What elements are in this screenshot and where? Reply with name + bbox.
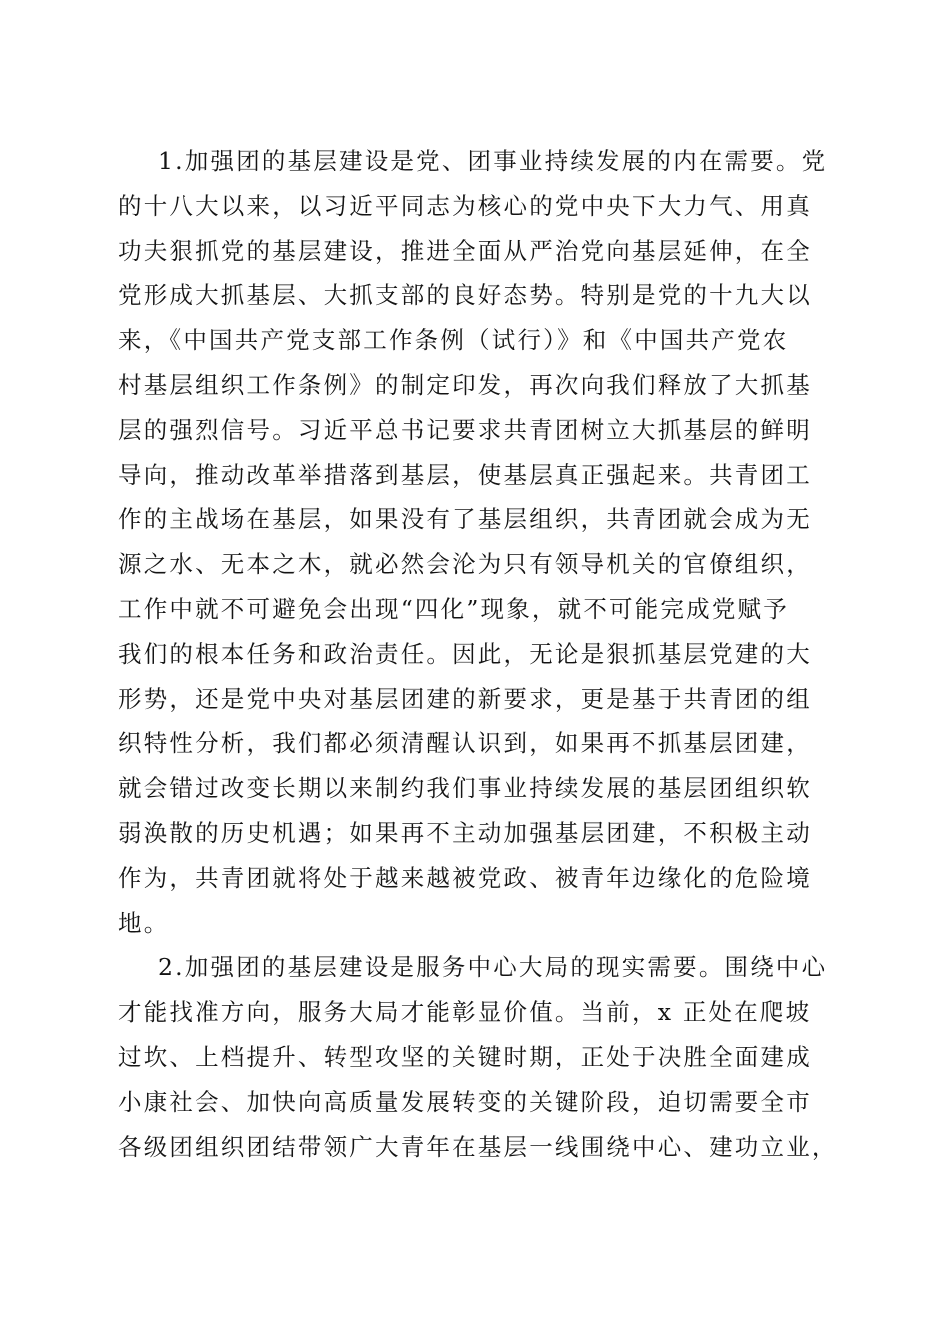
paragraph-1-line-1: 1.加强团的基层建设是党、团事业持续发展的内在需要。党 bbox=[158, 147, 828, 175]
paragraph-1-line-17: 作为，共青团就将处于越来越被党政、被青年边缘化的危险境 bbox=[118, 863, 812, 892]
paragraph-1-line-2: 的十八大以来，以习近平同志为核心的党中央下大力气、用真 bbox=[118, 191, 812, 220]
paragraph-1-line-16: 弱涣散的历史机遇；如果再不主动加强基层团建，不积极主动 bbox=[118, 818, 812, 847]
paragraph-1-line-8: 导向，推动改革举措落到基层，使基层真正强起来。共青团工 bbox=[118, 460, 812, 489]
paragraph-2-line-5: 各级团组织团结带领广大青年在基层一线围绕中心、建功立业， bbox=[118, 1132, 838, 1161]
document-body bbox=[118, 139, 838, 1169]
paragraph-2-line-4: 小康社会、加快向高质量发展转变的关键阶段，迫切需要全市 bbox=[118, 1087, 812, 1116]
paragraph-1-line-6: 村基层组织工作条例》的制定印发，再次向我们释放了大抓基 bbox=[118, 370, 812, 399]
paragraph-1-line-14: 织特性分析，我们都必须清醒认识到，如果再不抓基层团建， bbox=[118, 729, 812, 758]
paragraph-1-line-10: 源之水、无本之木，就必然会沦为只有领导机关的官僚组织， bbox=[118, 550, 812, 579]
paragraph-1-line-3: 功夫狠抓党的基层建设，推进全面从严治党向基层延伸，在全 bbox=[118, 236, 812, 265]
paragraph-1-line-9: 作的主战场在基层，如果没有了基层组织，共青团就会成为无 bbox=[118, 505, 812, 534]
paragraph-2-line-1: 2.加强团的基层建设是服务中心大局的现实需要。围绕中心 bbox=[158, 953, 828, 982]
paragraph-2-line-3: 过坎、上档提升、转型攻坚的关键时期，正处于决胜全面建成 bbox=[118, 1042, 812, 1071]
paragraph-1-line-15: 就会错过改变长期以来制约我们事业持续发展的基层团组织软 bbox=[118, 774, 812, 803]
paragraph-1-line-12: 我们的根本任务和政治责任。因此，无论是狠抓基层党建的大 bbox=[118, 639, 812, 668]
paragraph-1-line-13: 形势，还是党中央对基层团建的新要求，更是基于共青团的组 bbox=[118, 684, 812, 713]
paragraph-1-line-5: 来，《中国共产党支部工作条例（试行）》和《中国共产党农 bbox=[118, 326, 789, 355]
paragraph-1-line-11: 工作中就不可避免会出现“四化”现象，就不可能完成党赋予 bbox=[118, 594, 789, 623]
paragraph-2-line-2: 才能找准方向，服务大局才能彰显价值。当前，x 正处在爬坡 bbox=[118, 998, 812, 1027]
paragraph-1-line-7: 层的强烈信号。习近平总书记要求共青团树立大抓基层的鲜明 bbox=[118, 415, 812, 444]
paragraph-1-line-4: 党形成大抓基层、大抓支部的良好态势。特别是党的十九大以 bbox=[118, 281, 812, 310]
paragraph-1-line-18: 地。 bbox=[118, 908, 170, 937]
